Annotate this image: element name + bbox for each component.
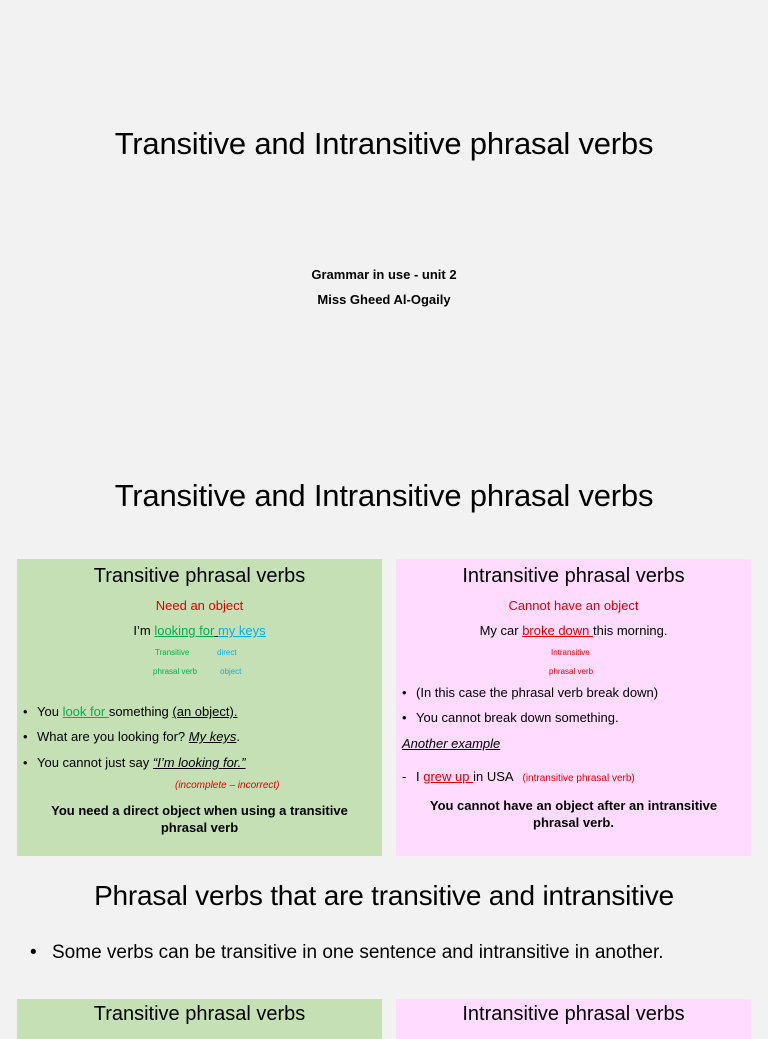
bullet3-quote: “I’m looking for.” xyxy=(152,755,246,770)
transitive-bullet-2: • What are you looking for? My keys. xyxy=(23,729,241,744)
slide3-transitive-heading: Transitive phrasal verbs xyxy=(93,1003,306,1025)
transitive-heading: Transitive phrasal verbs xyxy=(93,565,306,587)
bullet1-phrasal-verb: look for xyxy=(62,704,109,719)
slide1-title: Transitive and Intransitive phrasal verbs xyxy=(114,126,654,161)
slide2-title: Transitive and Intransitive phrasal verbs xyxy=(114,478,654,513)
intransitive-example xyxy=(396,623,751,638)
transitive-panel xyxy=(17,559,382,856)
example-prefix: I’m xyxy=(133,623,155,638)
intransitive-dash-item: - I grew up in USA (intransitive phrasal verb) xyxy=(402,769,635,784)
bullet-dot: • xyxy=(30,942,37,963)
dash-prefix: I xyxy=(416,769,424,784)
bullet2-end: . xyxy=(236,729,241,744)
dash-note: (intransitive phrasal verb) xyxy=(522,773,635,784)
incomplete-note: (incomplete – incorrect) xyxy=(175,780,280,791)
label-phrasal-verb: phrasal verb xyxy=(153,667,198,676)
bullet2-text: You cannot break down something. xyxy=(416,710,619,725)
example-phrasal-verb: broke down xyxy=(522,623,594,638)
transitive-bullet-3: • You cannot just say “I’m looking for.” xyxy=(23,755,246,770)
example-object: my keys xyxy=(217,623,266,638)
dash-suffix: in USA xyxy=(473,769,513,784)
slide3-bullet-text: Some verbs can be transitive in one sentence and intransitive in another. xyxy=(52,942,664,963)
example-prefix: My car xyxy=(479,623,523,638)
need-object-text: Need an object xyxy=(155,598,244,613)
slide3-intransitive-heading: Intransitive phrasal verbs xyxy=(462,1003,685,1025)
bullet1-prefix: You xyxy=(37,704,63,719)
intransitive-bullet-2: • You cannot break down something. xyxy=(402,710,619,725)
bullet2-prefix: What are you looking for? xyxy=(37,729,189,744)
label-direct: direct xyxy=(217,648,237,657)
slide3-bullet xyxy=(30,941,730,965)
label-intransitive: Intransitive xyxy=(551,648,590,657)
dash-phrasal-verb: grew up xyxy=(423,769,474,784)
bullet1-text: (In this case the phrasal verb break down) xyxy=(416,685,659,700)
bullet3-prefix: You cannot just say xyxy=(37,755,153,770)
transitive-conclusion: You need a direct object when using a transitive phrasal verb xyxy=(51,803,348,835)
intransitive-bullet-1: • (In this case the phrasal verb break down) xyxy=(402,685,659,700)
slide3-intransitive-panel xyxy=(396,999,751,1039)
slide1-subtitle-author: Miss Gheed Al-Ogaily xyxy=(317,292,451,307)
transitive-example xyxy=(17,623,382,638)
example-suffix: this morning. xyxy=(593,623,668,638)
bullet2-object: My keys xyxy=(188,729,237,744)
cannot-object-text: Cannot have an object xyxy=(508,598,639,613)
intransitive-panel xyxy=(396,559,751,856)
bullet1-mid: something xyxy=(108,704,173,719)
label-object: object xyxy=(220,667,242,676)
label-phrasal-verb: phrasal verb xyxy=(549,667,594,676)
another-example-label: Another example xyxy=(402,736,501,751)
example-phrasal-verb: looking for xyxy=(154,623,215,638)
label-transitive: Transitive xyxy=(155,648,190,657)
bullet1-object: (an object). xyxy=(172,704,238,719)
intransitive-heading: Intransitive phrasal verbs xyxy=(462,565,685,587)
intransitive-conclusion: You cannot have an object after an intransitive phrasal verb. xyxy=(429,798,718,830)
slide1-subtitle-unit: Grammar in use - unit 2 xyxy=(311,267,457,282)
slide3-title: Phrasal verbs that are transitive and intransitive xyxy=(94,880,674,911)
slide3-transitive-panel xyxy=(17,999,382,1039)
transitive-bullet-1: • You look for something (an object). xyxy=(23,704,238,719)
